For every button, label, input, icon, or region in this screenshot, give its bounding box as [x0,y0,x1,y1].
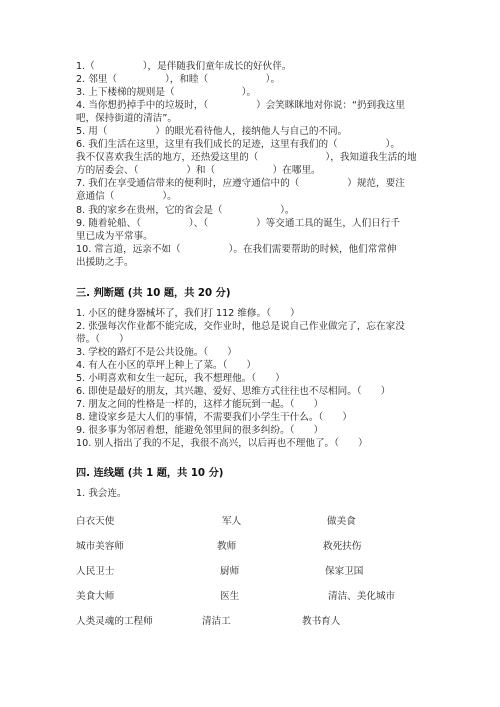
match-right-item: 保家卫国 [325,566,364,577]
judgement-item: 3. 学校的路灯不是公共设施。（ ） [76,347,237,358]
fill-line: 意通信（ ）。 [76,191,177,202]
match-left-item: 人民卫士 [76,566,115,577]
match-middle-item: 医生 [220,591,240,602]
fill-line: 8. 我的家乡在贵州，它的省会是（ ）。 [76,205,295,216]
section-heading-matching: 四. 连线题 (共 1 题，共 10 分) [76,468,224,479]
match-right-item: 救死扶伤 [323,541,362,552]
fill-line: 里已成为平常事。 [76,231,153,242]
judgement-item: 2. 张强每次作业都不能完成，交作业时，他总是说自己作业做完了，忘在家没 [76,321,405,332]
judgement-item: 10. 别人指出了我的不足，我很不高兴，以后再也不理他了。（ ） [76,438,368,449]
fill-line: 我不仅喜欢我生活的地方，还热爱这里的（ ），我知道我生活的地 [76,152,417,163]
judgement-item: 6. 即使是最好的朋友，其兴趣、爱好、思维方式往往也不尽相同。（ ） [76,386,391,397]
judgement-item: 8. 建设家乡是大人们的事情，不需要我们小学生干什么。（ ） [76,412,353,423]
judgement-item: 5. 小明喜欢和女生一起玩，我不想理他。（ ） [76,373,285,384]
fill-line: 1.（ ），是伴随我们童年成长的好伙伴。 [76,61,292,72]
match-middle-item: 教师 [217,541,237,552]
fill-line: 4. 当你想扔掉手中的垃圾时，（ ）会笑眯眯地对你说：“扔到我这里 [76,100,405,111]
match-middle-item: 清洁工 [202,616,231,627]
match-right-item: 清洁、美化城市 [328,591,396,602]
fill-line: 6. 我们生活在这里，这里有我们成长的足迹，这里有我们的（ ）。 [76,139,400,150]
section-heading-judgement: 三. 判断题 (共 10 题，共 20 分) [76,288,231,299]
fill-line: 2. 邻里（ ），和睦（ ）。 [76,74,281,85]
match-right-item: 做美食 [327,516,356,527]
match-middle-item: 军人 [222,516,242,527]
judgement-item: 9. 很多事为邻居着想，能避免邻里间的很多纠纷。（ ） [76,425,324,436]
judgement-item: 7. 朋友之间的性格是一样的，这样才能玩到一起。（ ） [76,399,324,410]
judgement-item: 4. 有人在小区的草坪上种上了菜。（ ） [76,360,257,371]
judgement-item: 带。（ ） [76,334,129,345]
fill-line: 5. 用（ ）的眼光看待他人，接纳他人与自己的不同。 [76,126,348,137]
fill-line: 吧，保持街道的清洁”。 [76,113,177,124]
match-left-item: 白衣天使 [76,516,115,527]
match-left-item: 人类灵魂的工程师 [76,616,153,627]
fill-line: 出援助之手。 [76,257,134,268]
match-left-item: 美食大师 [76,591,115,602]
matching-prompt: 1. 我会连。 [76,488,127,499]
match-left-item: 城市美容师 [76,541,124,552]
fill-line: 7. 我们在享受通信带来的便利时，应遵守通信中的（ ）规范，要注 [76,178,405,189]
fill-line: 3. 上下楼梯的规则是（ ）。 [76,87,257,98]
fill-line: 9. 随着轮船、（ ）、（ ）等交通工具的诞生，人们日行千 [76,218,400,229]
fill-line: 方的居委会、（ ）和（ ）在哪里。 [76,165,321,176]
match-middle-item: 厨师 [220,566,240,577]
match-right-item: 教书育人 [302,616,341,627]
fill-line: 10. 常言道，远亲不如（ ）。在我们需要帮助的时候，他们常常伸 [76,244,397,255]
judgement-item: 1. 小区的健身器械坏了，我们打 112 维修。（ ） [76,308,300,319]
